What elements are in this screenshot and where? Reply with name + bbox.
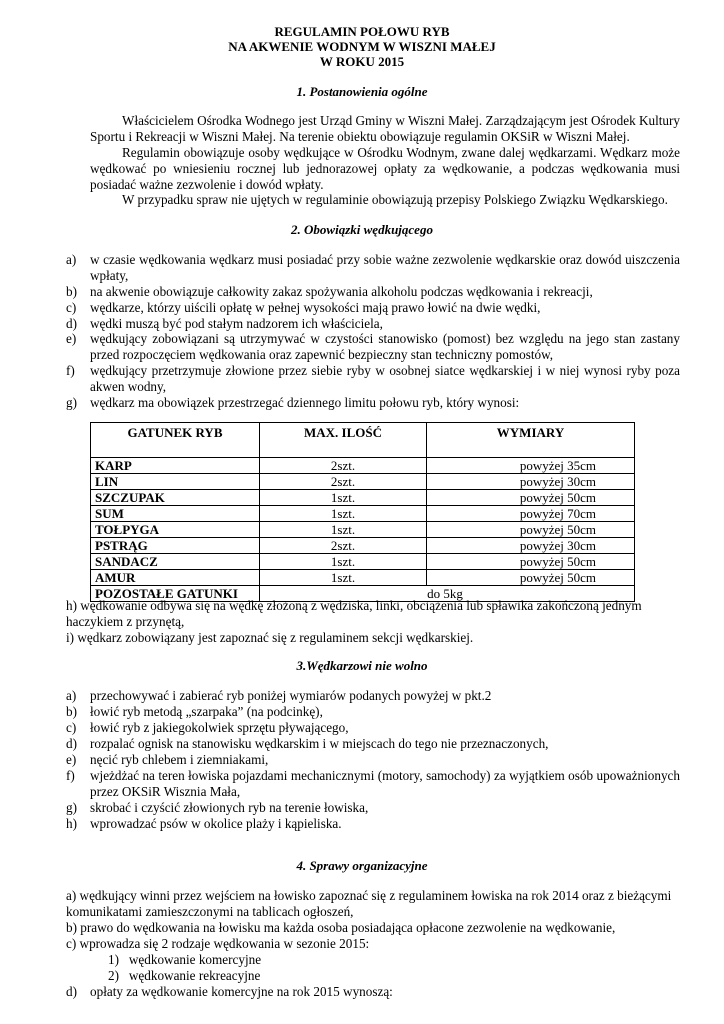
section-1-paragraph-3: W przypadku spraw nie ujętych w regulaminie obowiązują przepisy Polskiego Związku Wędkarskiego. — [122, 192, 668, 207]
list-marker: d) — [66, 984, 77, 999]
species-cell: POZOSTAŁE GATUNKI — [91, 586, 260, 602]
list-marker: b) — [66, 704, 77, 719]
size-cell: powyżej 50cm — [427, 554, 635, 570]
table-row — [91, 474, 635, 490]
section-4-heading: 4. Sprawy organizacyjne — [296, 858, 428, 873]
list-text: rozpalać ognisk na stanowisku wędkarskim i w miejscach do tego nie przeznaczonych, — [90, 736, 549, 751]
qty-cell: 1szt. — [260, 570, 427, 586]
qty-cell: 1szt. — [260, 506, 427, 522]
list-marker: b) — [66, 284, 77, 299]
table-row — [91, 570, 635, 586]
section-4-item-a: a) wędkujący winni przez wejściem na łowisko zapoznać się z regulaminem łowiska na rok 2014 oraz z bieżącymi komunikatami zamieszczonymi na tablicach ogłoszeń, — [66, 888, 672, 919]
list-marker: 2) — [108, 968, 119, 983]
qty-cell: 2szt. — [260, 458, 427, 474]
size-cell: powyżej 30cm — [427, 474, 635, 490]
species-cell: AMUR — [91, 570, 260, 586]
species-cell: SANDACZ — [91, 554, 260, 570]
size-cell: powyżej 50cm — [427, 570, 635, 586]
list-marker: d) — [66, 316, 77, 331]
list-item — [66, 316, 680, 332]
list-text: skrobać i czyścić złowionych ryb na terenie łowiska, — [90, 800, 369, 815]
qty-cell: 2szt. — [260, 538, 427, 554]
list-item — [66, 752, 680, 768]
species-cell: PSTRĄG — [91, 538, 260, 554]
list-item — [66, 704, 680, 720]
list-marker: a) — [66, 252, 77, 267]
list-item — [66, 284, 680, 300]
qty-cell: 1szt. — [260, 522, 427, 538]
list-text: łowić ryb metodą „szarpaka” (na podcinkę), — [90, 704, 323, 719]
document-title-line-2: NA AKWENIE WODNYM W WISZNI MAŁEJ — [228, 39, 496, 54]
species-cell: KARP — [91, 458, 260, 474]
list-item — [66, 300, 680, 316]
list-text: łowić ryb z jakiegokolwiek sprzętu pływającego, — [90, 720, 349, 735]
section-1-paragraph-1: Właścicielem Ośrodka Wodnego jest Urząd Gminy w Wiszni Małej. Zarządzającym jest Ośrodek Kultury Sportu i Rekreacji w Wiszni Małej. Na terenie obiektu obowiązuje regulamin OKSiR w Wiszni Małej. — [90, 113, 680, 144]
qty-cell: 1szt. — [260, 554, 427, 570]
list-item — [66, 800, 680, 816]
list-marker: c) — [66, 300, 77, 315]
size-cell: powyżej 70cm — [427, 506, 635, 522]
list-marker: d) — [66, 736, 77, 751]
list-marker: h) — [66, 816, 77, 831]
list-marker: e) — [66, 331, 77, 346]
size-cell: powyżej 30cm — [427, 538, 635, 554]
list-marker: f) — [66, 768, 75, 783]
list-item — [66, 252, 680, 284]
document-title-line-1: REGULAMIN POŁOWU RYB — [274, 24, 450, 39]
other-species-limit-cell: do 5kg — [260, 586, 635, 602]
species-cell: SZCZUPAK — [91, 490, 260, 506]
list-marker: f) — [66, 363, 75, 378]
list-text: wędkowanie komercyjne — [128, 952, 262, 967]
size-cell: powyżej 35cm — [427, 458, 635, 474]
species-cell: LIN — [91, 474, 260, 490]
list-text: w czasie wędkowania wędkarz musi posiadać przy sobie ważne zezwolenie wędkarskie oraz dowód uiszczenia wpłaty, — [90, 252, 680, 283]
list-marker: e) — [66, 752, 77, 767]
list-text: wprowadzać psów w okolice plaży i kąpieliska. — [90, 816, 342, 831]
list-item — [66, 395, 680, 411]
list-text: wędkowanie rekreacyjne — [128, 968, 261, 983]
section-4-item-c: c) wprowadza się 2 rodzaje wędkowania w sezonie 2015: — [66, 936, 370, 951]
list-marker: 1) — [108, 952, 119, 967]
size-cell: powyżej 50cm — [427, 490, 635, 506]
list-item — [66, 736, 680, 752]
list-item — [66, 363, 680, 395]
list-marker: g) — [66, 800, 77, 815]
list-item — [66, 816, 680, 832]
list-text: nęcić ryb chlebem i ziemniakami, — [90, 752, 269, 767]
table-header-row — [91, 423, 635, 458]
list-text: na akwenie obowiązuje całkowity zakaz spożywania alkoholu podczas wędkowania i rekreacji, — [90, 284, 593, 299]
qty-cell: 2szt. — [260, 474, 427, 490]
list-item — [66, 331, 680, 363]
list-item — [66, 688, 680, 704]
table-row — [91, 506, 635, 522]
list-marker: a) — [66, 688, 77, 703]
list-text: wędkujący zobowiązani są utrzymywać w czystości stanowisko (pomost) bez względu na jego stan zastany przed rozpoczęciem wędkowania oraz zapewnić bezpieczny stan techniczny pomostów, — [90, 331, 680, 362]
list-text: wędkujący przetrzymuje złowione przez siebie ryby w osobnej siatce wędkarskiej i w niej wynosi ryby poza akwen wodny, — [90, 363, 680, 394]
list-text: przechowywać i zabierać ryb poniżej wymiarów podanych powyżej w pkt.2 — [90, 688, 492, 703]
list-text: opłaty za wędkowanie komercyjne na rok 2015 wynoszą: — [90, 984, 393, 999]
list-marker: g) — [66, 395, 77, 410]
table-row — [91, 458, 635, 474]
qty-cell: 1szt. — [260, 490, 427, 506]
section-2-item-h: h) wędkowanie odbywa się na wędkę złożoną z wędziska, linki, obciążenia lub spławika zakończoną jednym haczykiem z przynętą, — [66, 598, 642, 629]
table-row — [91, 522, 635, 538]
section-2-heading: 2. Obowiązki wędkującego — [291, 222, 433, 237]
column-header-max-qty: MAX. ILOŚĆ — [260, 423, 427, 458]
list-text: wędkarz ma obowiązek przestrzegać dziennego limitu połowu ryb, który wynosi: — [90, 395, 520, 410]
list-item — [66, 720, 680, 736]
list-item — [66, 768, 680, 800]
table-row — [91, 538, 635, 554]
table-row — [91, 490, 635, 506]
list-text: wjeżdżać na teren łowiska pojazdami mechanicznymi (motory, samochody) za wyjątkiem osób upoważnionych przez OKSiR Wisznia Mała, — [90, 768, 680, 799]
column-header-size: WYMIARY — [427, 423, 635, 458]
column-header-species: GATUNEK RYB — [91, 423, 260, 458]
list-item — [66, 984, 680, 1000]
section-3-heading: 3.Wędkarzowi nie wolno — [296, 658, 428, 673]
list-marker: c) — [66, 720, 77, 735]
section-4-item-b: b) prawo do wędkowania na łowisku ma każda osoba posiadająca opłacone zezwolenie na wędkowanie, — [66, 920, 616, 935]
list-item — [108, 968, 260, 984]
list-item — [108, 952, 261, 968]
document-title-line-3: W ROKU 2015 — [319, 54, 405, 69]
list-text: wędkarze, którzy uiścili opłatę w pełnej wysokości mają prawo łowić na dwie wędki, — [90, 300, 541, 315]
species-cell: SUM — [91, 506, 260, 522]
list-text: wędki muszą być pod stałym nadzorem ich właściciela, — [90, 316, 383, 331]
section-1-paragraph-2: Regulamin obowiązuje osoby wędkujące w Ośrodku Wodnym, zwane dalej wędkarzami. Wędkarz może wędkować po wniesieniu rocznej lub jednorazowej opłaty za wędkowanie, a podczas wędkowania musi posiadać ważne zezwolenie i dowód wpłaty. — [90, 145, 680, 192]
catch-limit-table — [90, 422, 635, 602]
size-cell: powyżej 50cm — [427, 522, 635, 538]
section-1-heading: 1. Postanowienia ogólne — [296, 84, 428, 99]
table-row — [91, 554, 635, 570]
section-2-item-i: i) wędkarz zobowiązany jest zapoznać się z regulaminem sekcji wędkarskiej. — [66, 630, 474, 645]
species-cell: TOŁPYGA — [91, 522, 260, 538]
